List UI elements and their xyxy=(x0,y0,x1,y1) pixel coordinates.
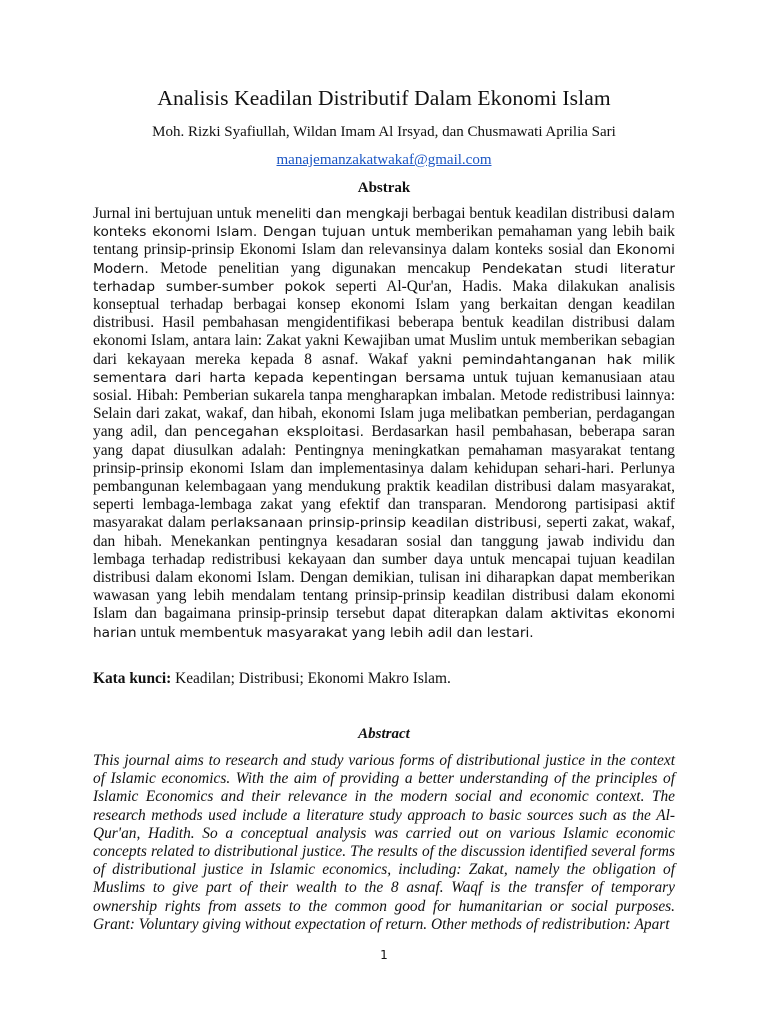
keywords-label: Kata kunci: xyxy=(93,670,172,687)
abstrak-heading: Abstrak xyxy=(357,180,411,196)
abstrak-segment: perlaksanaan prinsip-prinsip keadilan distribusi, xyxy=(210,515,542,532)
abstract-heading: Abstract xyxy=(358,726,410,742)
paper-title: Analisis Keadilan Distributif Dalam Ekonomi Islam xyxy=(157,86,611,110)
abstrak-segment: seperti zakat, wakaf, dan hibah. Menekankan pentingnya kesadaran sosial dan tanggung jawab individu dan lembaga terhadap redistribusi kekayaan dan sumber daya untuk mencapai tujuan keadilan distribusi dalam ekonomi Islam. Dengan demikian, tulisan ini diharapkan dapat memberikan wawasan yang lebih mendalam tentang prinsip-prinsip keadilan distribusi dalam ekonomi Islam dan bagaimana prinsip-prinsip tersebut dapat diterapkan dalam xyxy=(93,514,675,623)
abstrak-segment: Ekonomi Modern. xyxy=(93,242,675,277)
abstrak-body xyxy=(93,205,675,642)
abstrak-segment: untuk tujuan kemanusiaan atau sosial. Hibah: Pemberian sukarela tanpa mengharapkan imbalan. Metode redistribusi lainnya: Selain dari zakat, wakaf, dan hibah, ekonomi Islam juga melibatkan pemberian, perdagangan yang adil, dan xyxy=(93,368,675,441)
abstrak-segment: Jurnal ini bertujuan untuk xyxy=(93,205,256,222)
abstrak-segment: pencegahan eksploitasi. xyxy=(194,424,364,441)
abstrak-segment: Berdasarkan hasil pembahasan, beberapa saran yang dapat diusulkan adalah: Pentingnya meningkatkan pemahaman masyarakat tentang prinsip-prinsip ekonomi Islam dan implementasinya dalam kehidupan sehari-hari. Perlunya pembangunan kelembagaan yang mendukung praktik keadilan distribusi dalam masyarakat, seperti lembaga-lembaga zakat yang efektif dan transparan. Mendorong partisipasi aktif masyarakat dalam xyxy=(93,423,675,532)
abstrak-segment: dalam konteks ekonomi Islam. Dengan tujuan untuk xyxy=(93,206,675,241)
abstrak-segment: meneliti dan mengkaji xyxy=(255,206,409,222)
author-list: Moh. Rizki Syafiullah, Wildan Imam Al Irsyad, dan Chusmawati Aprilia Sari xyxy=(152,124,616,140)
email-link[interactable]: manajemanzakatwakaf@gmail.com xyxy=(276,152,492,168)
abstrak-segment: aktivitas ekonomi harian xyxy=(93,606,676,641)
abstrak-segment: membentuk masyarakat yang lebih adil dan lestari. xyxy=(179,624,534,641)
page-number: 1 xyxy=(380,948,388,962)
keywords-line xyxy=(93,670,675,688)
abstrak-segment: seperti Al-Qur'an, Hadis. Maka dilakukan analisis konseptual terhadap berbagai konsep ekonomi Islam yang berkaitan dengan keadilan distribusi. Hasil pembahasan mengidentifikasi beberapa bentuk keadilan distribusi dalam ekonomi Islam, antara lain: Zakat yakni Kewajiban umat Muslim untuk memberikan sebagian dari kekayaan mereka kepada 8 asnaf. Wakaf yakni xyxy=(93,277,675,368)
abstrak-segment: berbagai bentuk keadilan distribusi xyxy=(408,205,633,222)
keywords-value: Keadilan; Distribusi; Ekonomi Makro Islam. xyxy=(171,670,451,687)
abstract-body: This journal aims to research and study various forms of distributional justice in the context of Islamic economics. With the aim of providing a better understanding of the principles of Islamic Economics and their relevance in the modern social and economic context. The research methods used include a literature study approach to basic sources such as the Al-Qur'an, Hadith. So a conceptual analysis was carried out on various Islamic economic concepts related to distributional justice. The results of the discussion identified several forms of distributional justice in Islamic economics, including: Zakat, namely the obligation of Muslims to give part of their wealth to the 8 asnaf. Waqf is the transfer of temporary ownership rights from assets to the common good for humanitarian or social purposes. Grant: Voluntary giving without expectation of return. Other methods of redistribution: Apart xyxy=(93,752,675,933)
abstrak-segment: memberikan pemahaman yang lebih baik tentang prinsip-prinsip Ekonomi Islam dan relevansinya dalam konteks sosial dan xyxy=(93,223,675,259)
abstrak-segment: untuk xyxy=(136,623,180,641)
author-email xyxy=(0,152,768,169)
abstrak-segment: pemindahtanganan hak milik sementara dari harta kepada kepentingan bersama xyxy=(93,351,675,386)
abstrak-segment: Pendekatan studi literatur terhadap sumber-sumber pokok xyxy=(93,260,675,295)
abstrak-segment: Metode penelitian yang digunakan mencakup xyxy=(148,259,482,277)
